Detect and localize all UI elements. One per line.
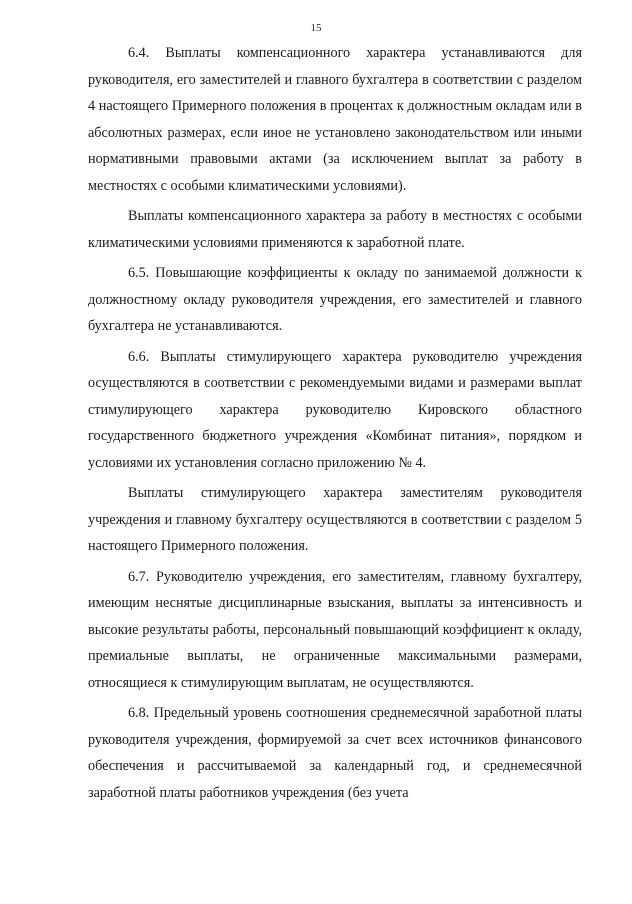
paragraph-6-5: 6.5. Повышающие коэффициенты к окладу по занимаемой должности к должностному окладу руководителя учреждения, его заместителей и главного бухгалтера не устанавливаются. bbox=[88, 265, 582, 334]
paragraph-6-4: 6.4. Выплаты компенсационного характера устанавливаются для руководителя, его заместителей и главного бухгалтера в соответствии с разделом 4 настоящего Примерного положения в процентах к должностным окладам или в абсолютных размерах, если иное не установлено законодательством или иными нормативными правовыми актами (за исключением выплат за работу в местностях с особыми климатическими условиями). bbox=[88, 45, 582, 194]
page-number: 15 bbox=[310, 22, 322, 34]
paragraph-incentive-deputies: Выплаты стимулирующего характера заместителям руководителя учреждения и главному бухгалтеру осуществляются в соответствии с разделом 5 настоящего Примерного положения. bbox=[88, 485, 582, 554]
document-body bbox=[88, 40, 582, 806]
paragraph-6-8: 6.8. Предельный уровень соотношения среднемесячной заработной платы руководителя учреждения, формируемой за счет всех источников финансового обеспечения и рассчитываемой за календарный год, и среднемесячной заработной платы работников учреждения (без учета bbox=[88, 705, 582, 801]
paragraph-6-7: 6.7. Руководителю учреждения, его заместителям, главному бухгалтеру, имеющим неснятые дисциплинарные взыскания, выплаты за интенсивность и высокие результаты работы, персональный повышающий коэффициент к окладу, премиальные выплаты, не ограниченные максимальными размерами, относящиеся к стимулирующим выплатам, не осуществляются. bbox=[88, 568, 582, 691]
paragraph-6-6: 6.6. Выплаты стимулирующего характера руководителю учреждения осуществляются в соответствии с рекомендуемыми видами и размерами выплат стимулирующего характера руководителю Кировского областного государственного бюджетного учреждения «Комбинат питания», порядком и условиями их установления согласно приложению № 4. bbox=[88, 348, 582, 471]
paragraph-compensation-climatic: Выплаты компенсационного характера за работу в местностях с особыми климатическими условиями применяются к заработной плате. bbox=[88, 208, 582, 251]
